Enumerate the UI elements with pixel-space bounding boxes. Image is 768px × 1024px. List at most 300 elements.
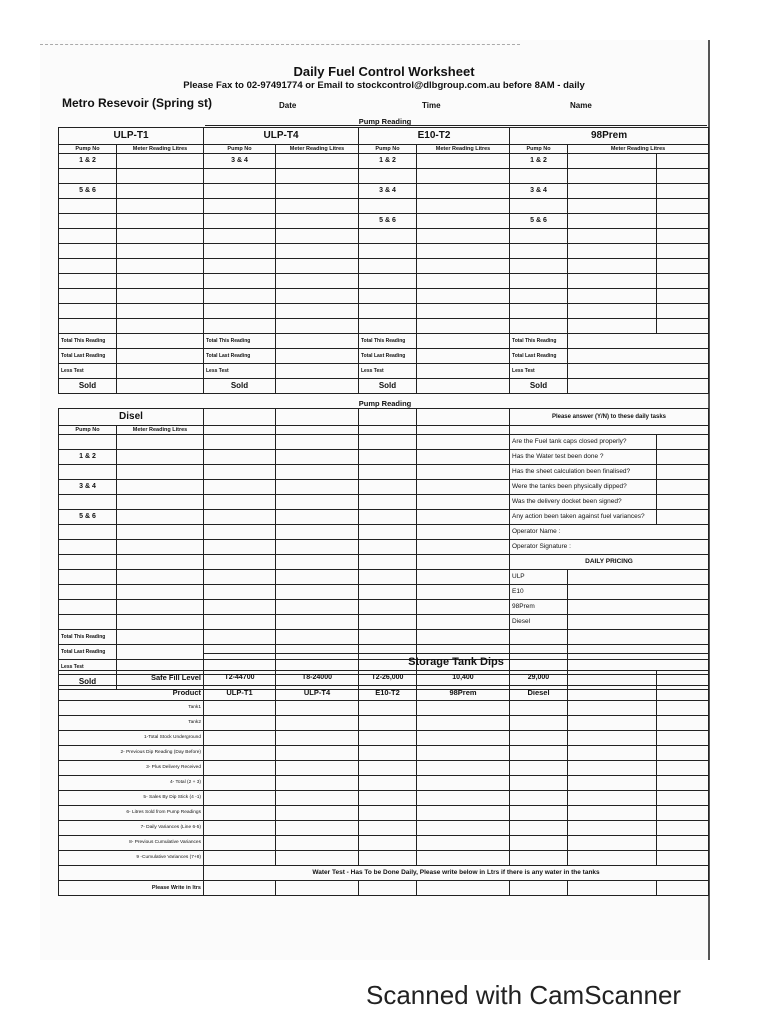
task-question: Has the sheet calculation been finalised? — [510, 465, 657, 480]
water-input-cell[interactable] — [276, 881, 359, 896]
storage-input-cell[interactable] — [359, 761, 417, 776]
pump-row — [59, 259, 709, 274]
yn-answer-cell[interactable] — [657, 510, 709, 525]
storage-input-cell[interactable] — [657, 821, 709, 836]
meter-input-cell[interactable] — [417, 304, 510, 319]
summary-row — [59, 349, 709, 364]
less-test-label: Less Test — [510, 364, 568, 379]
meter-input-cell[interactable] — [568, 274, 657, 289]
storage-input-cell[interactable] — [276, 731, 359, 746]
summary-value-cell[interactable] — [568, 364, 709, 379]
reading-cell[interactable] — [276, 480, 359, 495]
meter-input-cell[interactable] — [568, 199, 657, 214]
reading-cell[interactable] — [417, 570, 510, 585]
reading-cell[interactable] — [359, 615, 417, 630]
storage-input-cell[interactable] — [417, 701, 510, 716]
summary-value-cell[interactable] — [117, 379, 204, 394]
total-this-label: Total This Reading — [59, 630, 117, 645]
pump-cell — [59, 600, 117, 615]
water-input-cell[interactable] — [204, 881, 276, 896]
storage-input-cell[interactable] — [510, 776, 568, 791]
yn-answer-cell[interactable] — [657, 480, 709, 495]
storage-input-cell[interactable] — [359, 851, 417, 866]
meter-input-cell[interactable] — [276, 244, 359, 259]
meter-input-cell[interactable] — [117, 465, 204, 480]
storage-input-cell[interactable] — [204, 731, 276, 746]
reading-cell[interactable] — [204, 615, 276, 630]
storage-input-cell[interactable] — [568, 701, 657, 716]
reading-cell[interactable] — [276, 585, 359, 600]
storage-input-cell[interactable] — [657, 746, 709, 761]
storage-input-cell[interactable] — [510, 731, 568, 746]
diesel-row — [59, 525, 709, 540]
task-question: Operator Signature : — [510, 540, 709, 555]
storage-row — [59, 851, 709, 866]
reading-cell[interactable] — [276, 540, 359, 555]
meter-input-cell[interactable] — [117, 214, 204, 229]
storage-input-cell[interactable] — [204, 716, 276, 731]
storage-input-cell[interactable] — [568, 806, 657, 821]
storage-input-cell[interactable] — [276, 746, 359, 761]
reading-cell[interactable] — [204, 495, 276, 510]
meter-input-cell[interactable] — [276, 199, 359, 214]
storage-input-cell[interactable] — [204, 776, 276, 791]
reading-cell[interactable] — [417, 615, 510, 630]
storage-input-cell[interactable] — [204, 761, 276, 776]
meter-input-cell[interactable] — [276, 289, 359, 304]
meter-input-cell[interactable] — [117, 435, 204, 450]
storage-input-cell[interactable] — [204, 806, 276, 821]
reading-cell[interactable] — [359, 600, 417, 615]
storage-input-cell[interactable] — [276, 716, 359, 731]
yn-answer-cell[interactable] — [657, 495, 709, 510]
meter-input-cell[interactable] — [117, 510, 204, 525]
storage-input-cell[interactable] — [510, 746, 568, 761]
pump-cell — [510, 274, 568, 289]
camscanner-watermark: Scanned with CamScanner — [366, 980, 682, 1010]
pump-cell — [59, 259, 117, 274]
storage-input-cell[interactable] — [657, 791, 709, 806]
reading-cell[interactable] — [359, 510, 417, 525]
meter-input-cell[interactable] — [417, 154, 510, 169]
storage-input-cell[interactable] — [417, 731, 510, 746]
storage-input-cell[interactable] — [359, 791, 417, 806]
reading-cell[interactable] — [359, 525, 417, 540]
summary-value-cell[interactable] — [417, 379, 510, 394]
meter-input-cell[interactable] — [117, 615, 204, 630]
reading-cell[interactable] — [276, 615, 359, 630]
summary-value-cell[interactable] — [276, 349, 359, 364]
storage-input-cell[interactable] — [359, 776, 417, 791]
storage-input-cell[interactable] — [657, 761, 709, 776]
summary-value-cell[interactable] — [276, 379, 359, 394]
reading-cell[interactable] — [276, 495, 359, 510]
storage-input-cell[interactable] — [276, 821, 359, 836]
pump-cell — [204, 214, 276, 229]
summary-row — [59, 334, 709, 349]
meter-input-cell[interactable] — [276, 319, 359, 334]
summary-value-cell[interactable] — [568, 334, 709, 349]
reading-cell[interactable] — [417, 435, 510, 450]
water-input-cell[interactable] — [417, 881, 510, 896]
diesel-row — [59, 585, 709, 600]
meter-input-cell[interactable] — [117, 319, 204, 334]
reading-cell[interactable] — [417, 495, 510, 510]
pump-no-header: Pump No — [59, 145, 117, 154]
reading-cell[interactable] — [359, 555, 417, 570]
storage-input-cell[interactable] — [359, 836, 417, 851]
meter-input-cell[interactable] — [568, 304, 657, 319]
storage-input-cell[interactable] — [417, 761, 510, 776]
meter-reading-header: Meter Reading Litres — [417, 145, 510, 154]
storage-input-cell[interactable] — [276, 851, 359, 866]
reading-cell[interactable] — [276, 450, 359, 465]
meter-input-cell[interactable] — [276, 214, 359, 229]
storage-input-cell[interactable] — [417, 746, 510, 761]
reading-cell[interactable] — [359, 450, 417, 465]
storage-input-cell[interactable] — [204, 746, 276, 761]
summary-row — [59, 364, 709, 379]
storage-input-cell[interactable] — [657, 806, 709, 821]
extra-cell[interactable] — [657, 214, 709, 229]
storage-input-cell[interactable] — [510, 701, 568, 716]
storage-input-cell[interactable] — [359, 821, 417, 836]
blank-cell — [510, 630, 568, 645]
water-input-cell[interactable] — [359, 881, 417, 896]
water-input-cell[interactable] — [657, 881, 709, 896]
meter-input-cell[interactable] — [117, 525, 204, 540]
blank-cell — [568, 630, 709, 645]
column-header-row — [59, 426, 709, 435]
storage-input-cell[interactable] — [510, 716, 568, 731]
reading-cell[interactable] — [359, 435, 417, 450]
reading-cell[interactable] — [417, 540, 510, 555]
reading-cell[interactable] — [204, 585, 276, 600]
divider — [205, 125, 707, 126]
storage-input-cell[interactable] — [204, 821, 276, 836]
meter-input-cell[interactable] — [568, 244, 657, 259]
meter-input-cell[interactable] — [568, 229, 657, 244]
meter-input-cell[interactable] — [568, 169, 657, 184]
meter-input-cell[interactable] — [117, 199, 204, 214]
meter-input-cell[interactable] — [117, 555, 204, 570]
storage-input-cell[interactable] — [657, 836, 709, 851]
storage-input-cell[interactable] — [359, 731, 417, 746]
storage-input-cell[interactable] — [568, 776, 657, 791]
summary-value-cell[interactable] — [117, 364, 204, 379]
storage-input-cell[interactable] — [359, 701, 417, 716]
storage-input-cell[interactable] — [417, 791, 510, 806]
extra-cell[interactable] — [657, 304, 709, 319]
reading-cell[interactable] — [359, 480, 417, 495]
yn-answer-cell[interactable] — [657, 450, 709, 465]
reading-cell[interactable] — [276, 525, 359, 540]
meter-input-cell[interactable] — [568, 184, 657, 199]
summary-value-cell[interactable] — [417, 334, 510, 349]
extra-cell[interactable] — [657, 259, 709, 274]
water-input-cell[interactable] — [510, 881, 568, 896]
storage-input-cell[interactable] — [568, 791, 657, 806]
reading-cell[interactable] — [204, 525, 276, 540]
storage-input-cell[interactable] — [417, 836, 510, 851]
storage-input-cell[interactable] — [568, 731, 657, 746]
extra-cell[interactable] — [657, 199, 709, 214]
reading-cell[interactable] — [359, 540, 417, 555]
pump-row — [59, 274, 709, 289]
storage-input-cell[interactable] — [510, 836, 568, 851]
storage-input-cell[interactable] — [359, 746, 417, 761]
pump-cell — [510, 244, 568, 259]
product-label: Product — [59, 686, 204, 701]
storage-input-cell[interactable] — [276, 836, 359, 851]
blank-cell — [204, 630, 276, 645]
storage-row-label: 4- Total (2 + 3) — [59, 776, 204, 791]
pump-cell — [59, 214, 117, 229]
reading-cell[interactable] — [204, 570, 276, 585]
storage-input-cell[interactable] — [204, 836, 276, 851]
summary-value-cell[interactable] — [276, 364, 359, 379]
blank-cell — [59, 654, 204, 671]
storage-input-cell[interactable] — [417, 806, 510, 821]
extra-cell[interactable] — [657, 154, 709, 169]
meter-input-cell[interactable] — [276, 184, 359, 199]
meter-input-cell[interactable] — [117, 259, 204, 274]
reading-cell[interactable] — [276, 600, 359, 615]
meter-input-cell[interactable] — [568, 259, 657, 274]
storage-row-label: 3- Plus Delivery Received — [59, 761, 204, 776]
meter-input-cell[interactable] — [117, 540, 204, 555]
summary-value-cell[interactable] — [276, 334, 359, 349]
reading-cell[interactable] — [276, 465, 359, 480]
meter-input-cell[interactable] — [117, 274, 204, 289]
extra-cell[interactable] — [657, 184, 709, 199]
storage-input-cell[interactable] — [510, 791, 568, 806]
meter-input-cell[interactable] — [117, 570, 204, 585]
total-this-label: Total This Reading — [510, 334, 568, 349]
reading-cell[interactable] — [276, 510, 359, 525]
meter-input-cell[interactable] — [117, 154, 204, 169]
pump-reading-label-2: Pump Reading — [358, 399, 412, 408]
meter-input-cell[interactable] — [568, 289, 657, 304]
pump-number: 3 & 4 — [359, 184, 417, 199]
water-test-row — [59, 866, 709, 881]
blank-cell — [204, 409, 276, 426]
meter-input-cell[interactable] — [117, 495, 204, 510]
extra-cell[interactable] — [657, 229, 709, 244]
meter-input-cell[interactable] — [417, 319, 510, 334]
meter-input-cell[interactable] — [276, 304, 359, 319]
storage-input-cell[interactable] — [510, 806, 568, 821]
reading-cell[interactable] — [417, 465, 510, 480]
task-question: Were the tanks been physically dipped? — [510, 480, 657, 495]
diesel-row — [59, 435, 709, 450]
storage-input-cell[interactable] — [510, 761, 568, 776]
meter-input-cell[interactable] — [568, 154, 657, 169]
safe-fill-label: Safe Fill Level — [59, 671, 204, 686]
storage-title-row — [59, 654, 709, 671]
pump-row — [59, 304, 709, 319]
meter-input-cell[interactable] — [417, 199, 510, 214]
storage-input-cell[interactable] — [510, 821, 568, 836]
meter-input-cell[interactable] — [276, 274, 359, 289]
reading-cell[interactable] — [359, 585, 417, 600]
reading-cell[interactable] — [204, 480, 276, 495]
storage-input-cell[interactable] — [204, 791, 276, 806]
reading-cell[interactable] — [276, 570, 359, 585]
reading-cell[interactable] — [417, 480, 510, 495]
storage-input-cell[interactable] — [359, 716, 417, 731]
pump-cell — [59, 615, 117, 630]
meter-input-cell[interactable] — [117, 289, 204, 304]
summary-value-cell[interactable] — [417, 349, 510, 364]
storage-input-cell[interactable] — [568, 821, 657, 836]
reading-cell[interactable] — [204, 540, 276, 555]
storage-input-cell[interactable] — [417, 821, 510, 836]
storage-input-cell[interactable] — [276, 776, 359, 791]
storage-input-cell[interactable] — [276, 791, 359, 806]
price-input-cell[interactable] — [568, 615, 709, 630]
extra-cell[interactable] — [657, 319, 709, 334]
reading-cell[interactable] — [204, 450, 276, 465]
meter-input-cell[interactable] — [417, 289, 510, 304]
summary-value-cell[interactable] — [117, 630, 204, 645]
reading-cell[interactable] — [417, 600, 510, 615]
meter-input-cell[interactable] — [117, 244, 204, 259]
meter-input-cell[interactable] — [117, 169, 204, 184]
reading-cell[interactable] — [417, 525, 510, 540]
pricing-label: E10 — [510, 585, 568, 600]
pump-cell — [59, 435, 117, 450]
storage-input-cell[interactable] — [568, 851, 657, 866]
meter-input-cell[interactable] — [417, 244, 510, 259]
storage-input-cell[interactable] — [657, 716, 709, 731]
reading-cell[interactable] — [204, 600, 276, 615]
meter-input-cell[interactable] — [117, 480, 204, 495]
reading-cell[interactable] — [359, 495, 417, 510]
pump-cell — [204, 169, 276, 184]
meter-input-cell[interactable] — [117, 600, 204, 615]
summary-value-cell[interactable] — [117, 349, 204, 364]
storage-input-cell[interactable] — [568, 746, 657, 761]
extra-cell[interactable] — [657, 274, 709, 289]
extra-cell[interactable] — [657, 244, 709, 259]
pump-reading-label-1: Pump Reading — [358, 117, 412, 126]
storage-input-cell[interactable] — [510, 851, 568, 866]
pump-number: 5 & 6 — [510, 214, 568, 229]
water-input-cell[interactable] — [568, 881, 657, 896]
storage-input-cell[interactable] — [204, 701, 276, 716]
time-label: Time — [422, 101, 441, 110]
storage-input-cell[interactable] — [657, 701, 709, 716]
storage-row — [59, 761, 709, 776]
pump-row — [59, 244, 709, 259]
storage-input-cell[interactable] — [657, 851, 709, 866]
reading-cell[interactable] — [276, 555, 359, 570]
meter-reading-header: Meter Reading Litres — [117, 145, 204, 154]
storage-input-cell[interactable] — [657, 776, 709, 791]
meter-input-cell[interactable] — [417, 184, 510, 199]
diesel-row — [59, 540, 709, 555]
meter-input-cell[interactable] — [117, 450, 204, 465]
storage-input-cell[interactable] — [276, 761, 359, 776]
reading-cell[interactable] — [359, 570, 417, 585]
meter-input-cell[interactable] — [417, 229, 510, 244]
meter-input-cell[interactable] — [417, 274, 510, 289]
yn-answer-cell[interactable] — [657, 435, 709, 450]
extra-cell[interactable] — [657, 289, 709, 304]
reading-cell[interactable] — [359, 465, 417, 480]
meter-input-cell[interactable] — [117, 585, 204, 600]
meter-input-cell[interactable] — [117, 304, 204, 319]
pump-cell — [204, 259, 276, 274]
total-this-label: Total This Reading — [359, 334, 417, 349]
meter-input-cell[interactable] — [276, 259, 359, 274]
meter-input-cell[interactable] — [568, 214, 657, 229]
storage-input-cell[interactable] — [204, 851, 276, 866]
summary-value-cell[interactable] — [117, 334, 204, 349]
diesel-row — [59, 495, 709, 510]
reading-cell[interactable] — [417, 450, 510, 465]
summary-value-cell[interactable] — [568, 379, 709, 394]
storage-row — [59, 716, 709, 731]
reading-cell[interactable] — [204, 555, 276, 570]
summary-value-cell[interactable] — [568, 349, 709, 364]
storage-input-cell[interactable] — [359, 806, 417, 821]
price-input-cell[interactable] — [568, 570, 709, 585]
storage-input-cell[interactable] — [417, 851, 510, 866]
meter-input-cell[interactable] — [568, 319, 657, 334]
reading-cell[interactable] — [204, 465, 276, 480]
pump-number: 1 & 2 — [59, 154, 117, 169]
meter-input-cell[interactable] — [117, 184, 204, 199]
date-label: Date — [279, 101, 297, 110]
meter-input-cell[interactable] — [117, 229, 204, 244]
reading-cell[interactable] — [417, 555, 510, 570]
storage-input-cell[interactable] — [417, 776, 510, 791]
meter-input-cell[interactable] — [276, 169, 359, 184]
meter-input-cell[interactable] — [276, 229, 359, 244]
blank-cell — [568, 686, 657, 701]
storage-input-cell[interactable] — [657, 731, 709, 746]
storage-input-cell[interactable] — [568, 836, 657, 851]
storage-input-cell[interactable] — [568, 716, 657, 731]
reading-cell[interactable] — [417, 585, 510, 600]
pump-number: 3 & 4 — [510, 184, 568, 199]
pump-row — [59, 169, 709, 184]
meter-input-cell[interactable] — [276, 154, 359, 169]
reading-cell[interactable] — [417, 510, 510, 525]
reading-cell[interactable] — [204, 435, 276, 450]
extra-cell[interactable] — [657, 169, 709, 184]
storage-input-cell[interactable] — [276, 701, 359, 716]
task-question: Any action been taken against fuel variances? — [510, 510, 657, 525]
storage-input-cell[interactable] — [417, 716, 510, 731]
meter-input-cell[interactable] — [417, 259, 510, 274]
yn-answer-cell[interactable] — [657, 465, 709, 480]
summary-row — [59, 379, 709, 394]
storage-input-cell[interactable] — [568, 761, 657, 776]
reading-cell[interactable] — [204, 510, 276, 525]
meter-input-cell[interactable] — [417, 214, 510, 229]
meter-input-cell[interactable] — [417, 169, 510, 184]
reading-cell[interactable] — [276, 435, 359, 450]
summary-value-cell[interactable] — [417, 364, 510, 379]
price-input-cell[interactable] — [568, 600, 709, 615]
pump-cell — [510, 169, 568, 184]
storage-input-cell[interactable] — [276, 806, 359, 821]
pump-number: 1 & 2 — [359, 154, 417, 169]
price-input-cell[interactable] — [568, 585, 709, 600]
